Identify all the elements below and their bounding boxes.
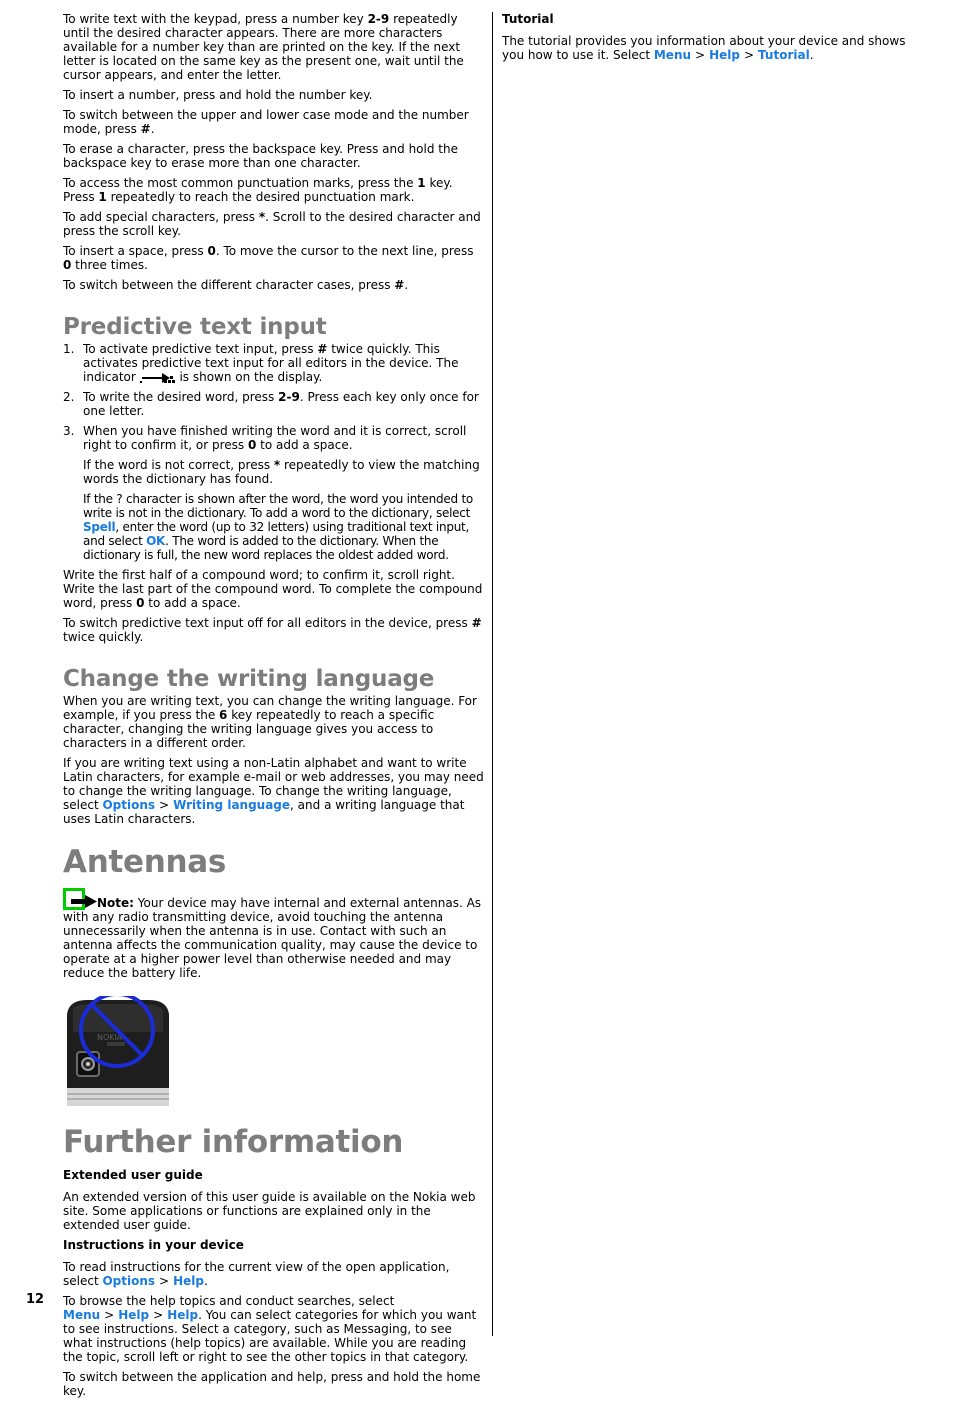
writing-language-link[interactable]: Writing language	[173, 798, 291, 812]
para-insert-number: To insert a number, press and hold the number key.	[63, 88, 373, 102]
subheading-tutorial: Tutorial	[502, 12, 554, 26]
heading-language: Change the writing language	[63, 666, 435, 692]
help-link[interactable]: Help	[118, 1308, 150, 1322]
para-space: To insert a space, press 0. To move the cursor to the next line, press 0 three times.	[63, 244, 474, 272]
options-link[interactable]: Options	[102, 1274, 156, 1288]
tutorial-link[interactable]: Tutorial	[758, 48, 810, 62]
help-link[interactable]: Help	[709, 48, 740, 62]
list-item: 3. When you have finished writing the word and it is correct, scroll right to confirm it, or press 0 to add a space. If the word is not correct, press * repeatedly to view the matching words the dictionary has found. If the ? character is shown after the word, the word you intended to write is not in the dictionary. To add a word to the dictionary, select Spell, enter the word (up to 32 letters) using traditional text input, and select OK. The word is added to the dictionary. When the dictionary is full, the new word replaces the oldest added word.	[63, 424, 480, 562]
para-extended-guide: An extended version of this user guide is available on the Nokia web site. Some applications or functions are explained only in the extended user guide.	[63, 1190, 476, 1232]
phone-brand: NOKIA	[97, 1033, 123, 1042]
menu-link[interactable]: Menu	[653, 48, 692, 62]
predictive-steps	[63, 342, 484, 562]
list-item: 2. To write the desired word, press 2-9. Press each key only once for one letter.	[63, 390, 479, 418]
help-link[interactable]: Help	[167, 1308, 199, 1322]
para-language-2: If you are writing text using a non-Latin alphabet and want to write Latin characters, for example e-mail or web addresses, you may need to change the writing language. To change the writing language, select Options > Writing language, and a writing language that uses Latin characters.	[63, 756, 484, 826]
para-punctuation: To access the most common punctuation marks, press the 1 key. Press 1 repeatedly to reach the desired punctuation mark.	[63, 176, 453, 204]
para-instructions-3: To switch between the application and help, press and hold the home key.	[63, 1370, 481, 1398]
column-divider	[492, 12, 493, 1336]
right-column	[502, 12, 927, 68]
heading-predictive: Predictive text input	[63, 314, 327, 340]
list-item: 1. To activate predictive text input, press # twice quickly. This activates predictive text input for all editors in the device. The indicator is shown on the display.	[63, 342, 459, 384]
heading-further-info: Further information	[63, 1124, 404, 1160]
menu-link[interactable]: Menu	[63, 1308, 101, 1322]
para-note: Note: Your device may have internal and external antennas. As with any radio transmitting device, avoid touching the antenna unnecessarily when the antenna is in use. Contact with such an antenna affects the communication quality, may cause the device to operate at a higher power level than otherwise needed and may reduce the battery life.	[63, 888, 484, 980]
para-keypad: To write text with the keypad, press a number key 2-9 repeatedly until the desired character appears. There are more characters available for a number key than are printed on the key. If the next letter is located on the same key as the present one, wait until the cursor appears, and enter the letter.	[63, 12, 464, 82]
help-link[interactable]: Help	[173, 1274, 204, 1288]
page-number: 12	[26, 1292, 45, 1307]
ok-link[interactable]: OK	[146, 534, 166, 548]
antenna-phone-image	[63, 996, 171, 1106]
predictive-indicator-icon	[140, 372, 176, 384]
spell-link[interactable]: Spell	[83, 520, 116, 534]
para-erase: To erase a character, press the backspace key. Press and hold the backspace key to erase more than one character.	[63, 142, 458, 170]
subheading-instructions: Instructions in your device	[63, 1238, 244, 1252]
subheading-extended-guide: Extended user guide	[63, 1168, 203, 1182]
para-char-cases: To switch between the different character cases, press #.	[63, 278, 409, 292]
para-predictive-off: To switch predictive text input off for all editors in the device, press # twice quickly.	[63, 616, 482, 644]
left-column	[63, 12, 484, 1404]
para-special-chars: To add special characters, press *. Scroll to the desired character and press the scroll key.	[63, 210, 481, 238]
para-switch-case: To switch between the upper and lower case mode and the number mode, press #.	[63, 108, 469, 136]
heading-antennas: Antennas	[63, 844, 227, 880]
para-tutorial: The tutorial provides you information about your device and shows you how to use it. Select Menu > Help > Tutorial.	[502, 34, 906, 62]
para-instructions-2: To browse the help topics and conduct searches, select Menu > Help > Help. You can select categories for which you want to see instructions. Select a category, such as Messaging, to see what instructions (help topics) are available. While you are reading the topic, scroll left or right to see the other topics in that category.	[63, 1294, 477, 1364]
options-link[interactable]: Options	[102, 798, 156, 812]
para-language-1: When you are writing text, you can change the writing language. For example, if you press the 6 key repeatedly to reach a specific character, changing the writing language gives you access to characters in a different order.	[63, 694, 477, 750]
note-icon	[63, 888, 97, 910]
para-compound: Write the first half of a compound word; to confirm it, scroll right. Write the last part of the compound word. To complete the compound word, press 0 to add a space.	[63, 568, 483, 610]
para-instructions-1: To read instructions for the current view of the open application, select Options > Help.	[63, 1260, 450, 1288]
